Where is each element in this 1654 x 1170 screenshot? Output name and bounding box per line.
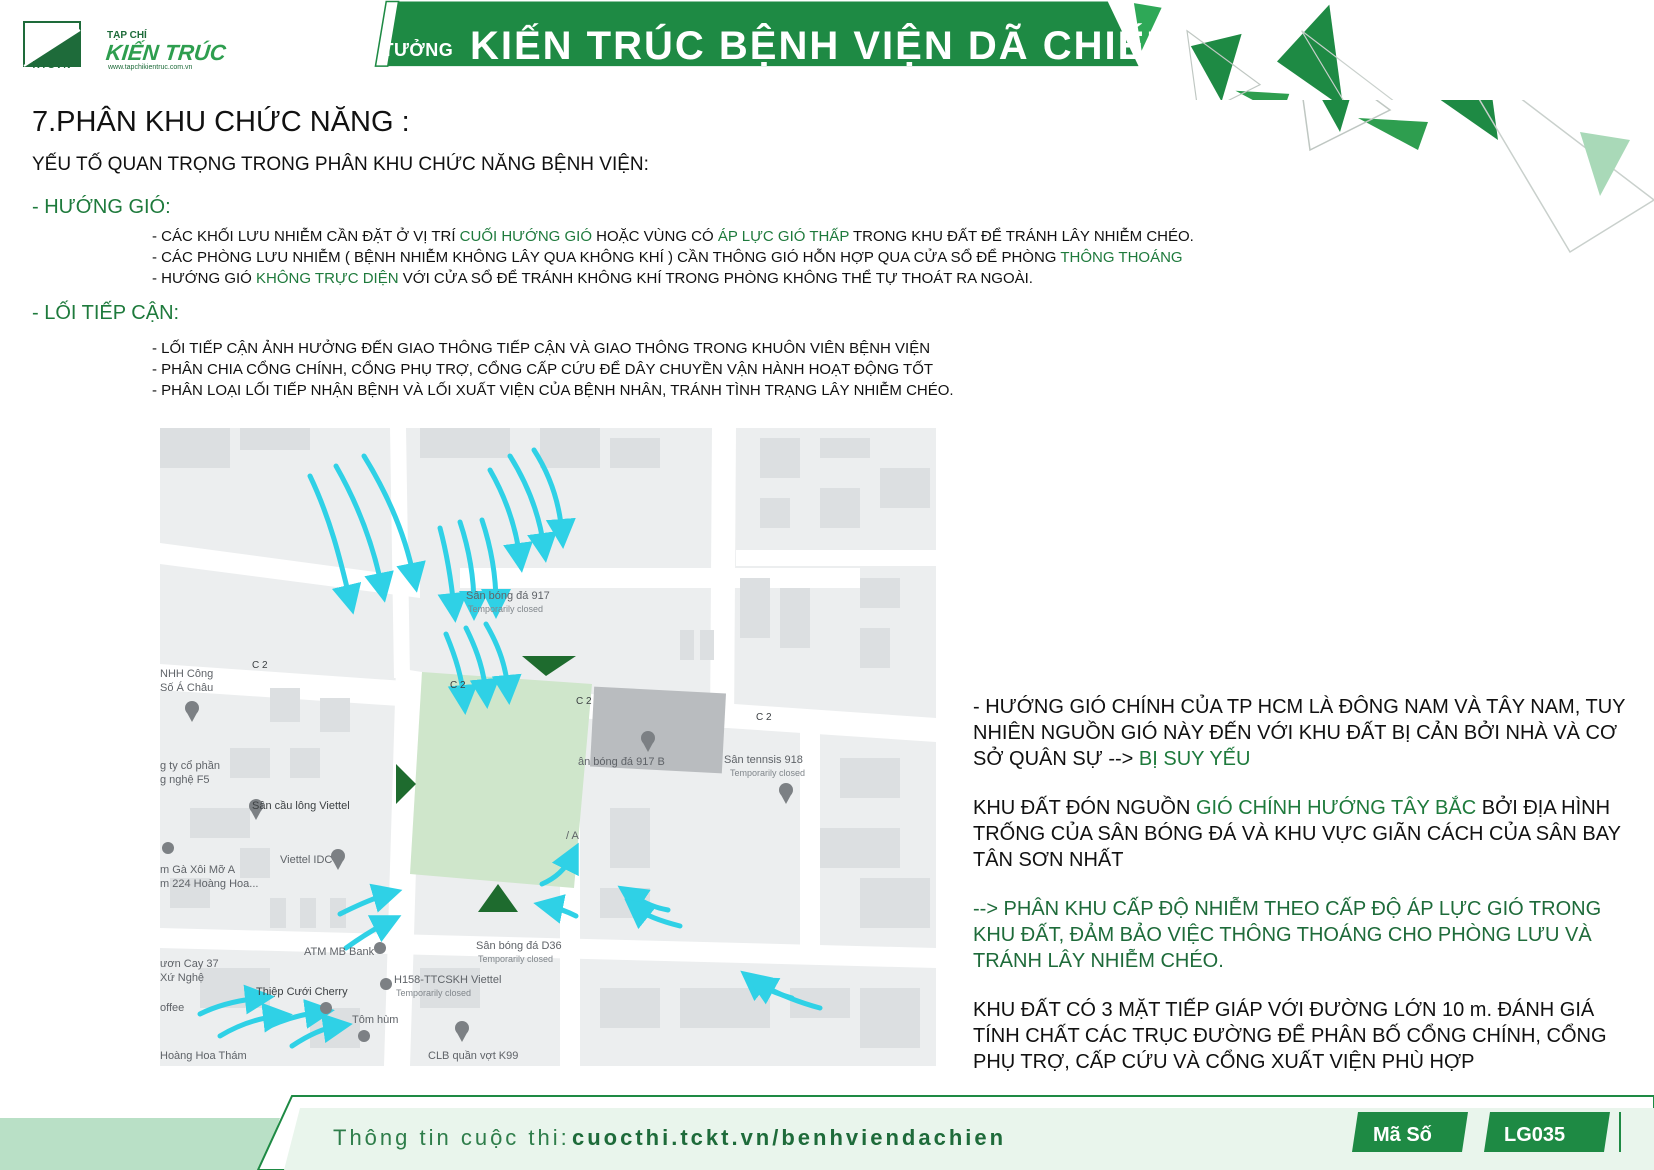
map-label: Sân bóng đá 917 <box>466 590 550 602</box>
list-item: - CÁC PHÒNG LƯU NHIỄM ( BỆNH NHIỄM KHÔNG LÂY QUA KHÔNG KHÍ ) CẦN THÔNG GIÓ HỖN HỢP QUA CỬA SỔ ĐỂ PHÒNG THÔNG THOÁNG <box>152 249 1183 266</box>
access-bullets <box>152 338 954 401</box>
map-label: C 2 <box>252 660 268 671</box>
map-label: ươn Cay 37 <box>160 958 219 970</box>
map-label: g nghệ F5 <box>160 774 210 786</box>
map-label: Hoàng Hoa Thám <box>160 1050 247 1062</box>
wind-bullets <box>152 226 1194 289</box>
map-label: / A <box>566 830 579 842</box>
map-label: C 2 <box>756 712 772 723</box>
list-item: - CÁC KHỐI LƯU NHIỄM CẦN ĐẶT Ở VỊ TRÍ CUỐI HƯỚNG GIÓ HOẶC VÙNG CÓ ÁP LỰC GIÓ THẤP TRONG KHU ĐẤT ĐỂ TRÁNH LÂY NHIỄM CHÉO. <box>152 228 1194 245</box>
site-map-graphic <box>160 428 936 1066</box>
paragraph: KHU ĐẤT ĐÓN NGUỒN GIÓ CHÍNH HƯỚNG TÂY BẮC BỞI ĐỊA HÌNH TRỐNG CỦA SÂN BÓNG ĐÁ VÀ KHU VỰC GIÃN CÁCH CỦA SÂN BAY TÂN SƠN NHẤT <box>973 797 1621 871</box>
header-title: KIẾN TRÚC BỆNH VIỆN DÃ CHIẾN <box>470 24 1178 68</box>
list-item: - PHÂN LOẠI LỐI TIẾP NHẬN BỆNH VÀ LỐI XUẤT VIỆN CỦA BỆNH NHÂN, TRÁNH TÌNH TRẠNG LÂY NHIỄM CHÉO. <box>152 382 954 399</box>
map-label: Sân bóng đá D36 <box>476 940 562 952</box>
list-item: - LỐI TIẾP CẬN ẢNH HƯỞNG ĐẾN GIAO THÔNG TIẾP CẬN VÀ GIAO THÔNG TRONG KHUÔN VIÊN BỆNH VIỆN <box>152 340 931 357</box>
map-label: ân bóng đá 917 B <box>578 756 665 768</box>
map-label: Temporarily closed <box>468 604 544 614</box>
map-label: Temporarily closed <box>396 988 472 998</box>
paragraph: - HƯỚNG GIÓ CHÍNH CỦA TP HCM LÀ ĐÔNG NAM VÀ TÂY NAM, TUY NHIÊN NGUỒN GIÓ NÀY ĐẾN VỚI KHU ĐẤT BỊ CẢN BỞI NHÀ VÀ CƠ SỞ QUÂN SỰ --> BỊ SUY YẾU <box>973 696 1626 770</box>
tckt-logo-url: www.tapchikientruc.com.vn <box>108 64 193 71</box>
entry-code: LG035 <box>1504 1124 1566 1146</box>
map-label: m 224 Hoàng Hoa... <box>160 878 259 890</box>
paragraph: KHU ĐẤT CÓ 3 MẶT TIẾP GIÁP VỚI ĐƯỜNG LỚN 10 m. ĐÁNH GIÁ TÍNH CHẤT CÁC TRỤC ĐƯỜNG ĐỂ PHÂN BỐ CỔNG CHÍNH, CỔNG PHỤ TRỢ, CẤP CỨU VÀ CỔNG XUẤT VIỆN PHÙ HỢP <box>973 999 1607 1073</box>
map-label: Xứ Nghệ <box>160 972 205 984</box>
paragraph: --> PHÂN KHU CẤP ĐỘ NHIỄM THEO CẤP ĐỘ ÁP LỰC GIÓ TRONG KHU ĐẤT, ĐẢM BẢO VIỆC THÔNG THOÁNG CHO PHÒNG LƯU VÀ TRÁNH LÂY NHIỄM CHÉO. <box>973 898 1602 972</box>
ktsvn-logo-text: KTSVN <box>32 60 72 71</box>
map-label: H158-TTCSKH Viettel <box>394 974 502 986</box>
tckt-logo: KIẾN TRÚC <box>104 40 228 65</box>
tckt-logo-small: TẠP CHÍ <box>107 30 147 41</box>
footer-info-label: Thông tin cuộc thi: <box>333 1125 570 1150</box>
site-map <box>160 428 936 1066</box>
map-label: offee <box>160 1002 185 1014</box>
section-subtitle: YẾU TỐ QUAN TRỌNG TRONG PHÂN KHU CHỨC NĂNG BỆNH VIỆN: <box>32 154 649 175</box>
list-item: - HƯỚNG GIÓ KHÔNG TRỰC DIỆN VỚI CỬA SỔ ĐỂ TRÁNH KHÔNG KHÍ TRONG PHÒNG KHÔNG THỂ TỰ THOÁT RA NGOÀI. <box>152 270 1033 287</box>
map-label: g ty cổ phần <box>160 760 220 772</box>
map-label: Temporarily closed <box>730 768 806 778</box>
map-label: Temporarily closed <box>478 954 554 964</box>
map-label: Viettel IDC <box>280 854 333 866</box>
map-label: Thiệp Cưới Cherry <box>256 986 348 998</box>
list-item: - PHÂN CHIA CỔNG CHÍNH, CỔNG PHỤ TRỢ, CỔNG CẤP CỨU ĐỂ DÂY CHUYỀN VẬN HÀNH HOẠT ĐỘNG TỐT <box>152 361 934 378</box>
analysis-text <box>973 694 1633 1098</box>
footer-url-link[interactable]: cuocthi.tckt.vn/benhviendachien <box>572 1125 1007 1150</box>
header-subtitle: CUỘC THI Ý TƯỞNG <box>268 40 454 60</box>
map-label: CLB quần vợt K99 <box>428 1050 519 1062</box>
map-label: NHH Công <box>160 668 214 680</box>
map-label: C 2 <box>450 680 466 691</box>
map-label: C 2 <box>576 696 592 707</box>
map-label: Sân cầu lông Viettel <box>252 800 350 812</box>
map-label: ATM MB Bank <box>304 946 375 958</box>
section-title: 7.PHÂN KHU CHỨC NĂNG : <box>32 106 410 138</box>
code-label: Mã Số <box>1373 1124 1432 1146</box>
map-label: Sân tennsis 918 <box>724 754 803 766</box>
group-title-wind: - HƯỚNG GIÓ: <box>32 196 171 218</box>
map-label: Tôm hùm <box>352 1014 399 1026</box>
map-label: m Gà Xôi Mỡ A <box>160 864 236 876</box>
map-label: Số Á Châu <box>160 682 214 694</box>
group-title-access: - LỐI TIẾP CẬN: <box>32 302 180 324</box>
